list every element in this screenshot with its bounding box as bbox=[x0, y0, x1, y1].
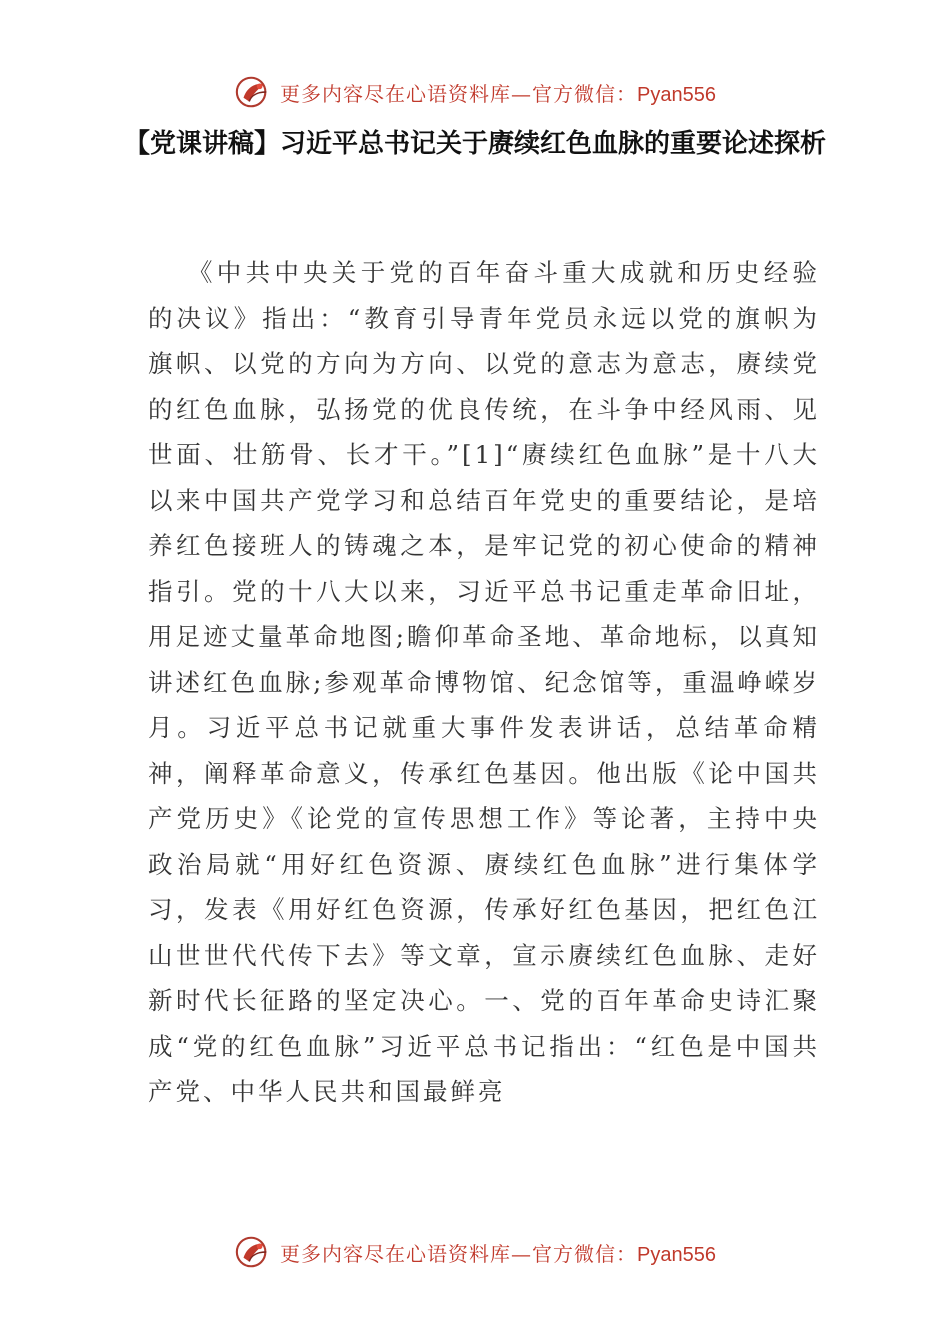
watermark-site: 更多内容尽在心语资料库 bbox=[280, 81, 512, 106]
watermark-contact-label: 官方微信： bbox=[532, 1241, 638, 1266]
watermark-separator: — bbox=[511, 81, 533, 106]
watermark-contact-label: 官方微信： bbox=[532, 81, 638, 106]
rose-logo-icon bbox=[234, 1233, 272, 1271]
watermark-text bbox=[280, 1238, 716, 1267]
document-title: 【党课讲稿】习近平总书记关于赓续红色血脉的重要论述探析 bbox=[123, 129, 826, 159]
rose-logo-icon bbox=[234, 73, 272, 111]
watermark-site: 更多内容尽在心语资料库 bbox=[280, 1241, 512, 1266]
watermark-text bbox=[280, 78, 716, 107]
footer-watermark bbox=[0, 1232, 950, 1272]
watermark-separator: — bbox=[511, 1241, 533, 1266]
watermark-contact-id: Pyan556 bbox=[637, 1243, 716, 1266]
watermark-contact-id: Pyan556 bbox=[637, 83, 716, 106]
header-watermark bbox=[0, 72, 950, 112]
document-body: 《中共中央关于党的百年奋斗重大成就和历史经验的决议》指出：“教育引导青年党员永远以党的旗帜为旗帜、以党的方向为方向、以党的意志为意志，赓续党的红色血脉，弘扬党的优良传统，在斗争中经风雨、见世面、壮筋骨、长才干。”[1]“赓续红色血脉”是十八大以来中国共产党学习和总结百年党史的重要结论，是培养红色接班人的铸魂之本，是牢记党的初心使命的精神指引。党的十八大以来，习近平总书记重走革命旧址，用足迹丈量革命地图;瞻仰革命圣地、革命地标，以真知讲述红色血脉;参观革命博物馆、纪念馆等，重温峥嵘岁月。习近平总书记就重大事件发表讲话，总结革命精神，阐释革命意义，传承红色基因。他出版《论中国共产党历史》《论党的宣传思想工作》等论著，主持中央政治局就“用好红色资源、赓续红色血脉”进行集体学习，发表《用好红色资源，传承好红色基因，把红色江山世世代代传下去》等文章，宣示赓续红色血脉、走好新时代长征路的坚定决心。一、党的百年革命史诗汇聚成“党的红色血脉”习近平总书记指出：“红色是中国共产党、中华人民共和国最鲜亮 bbox=[148, 258, 820, 1106]
